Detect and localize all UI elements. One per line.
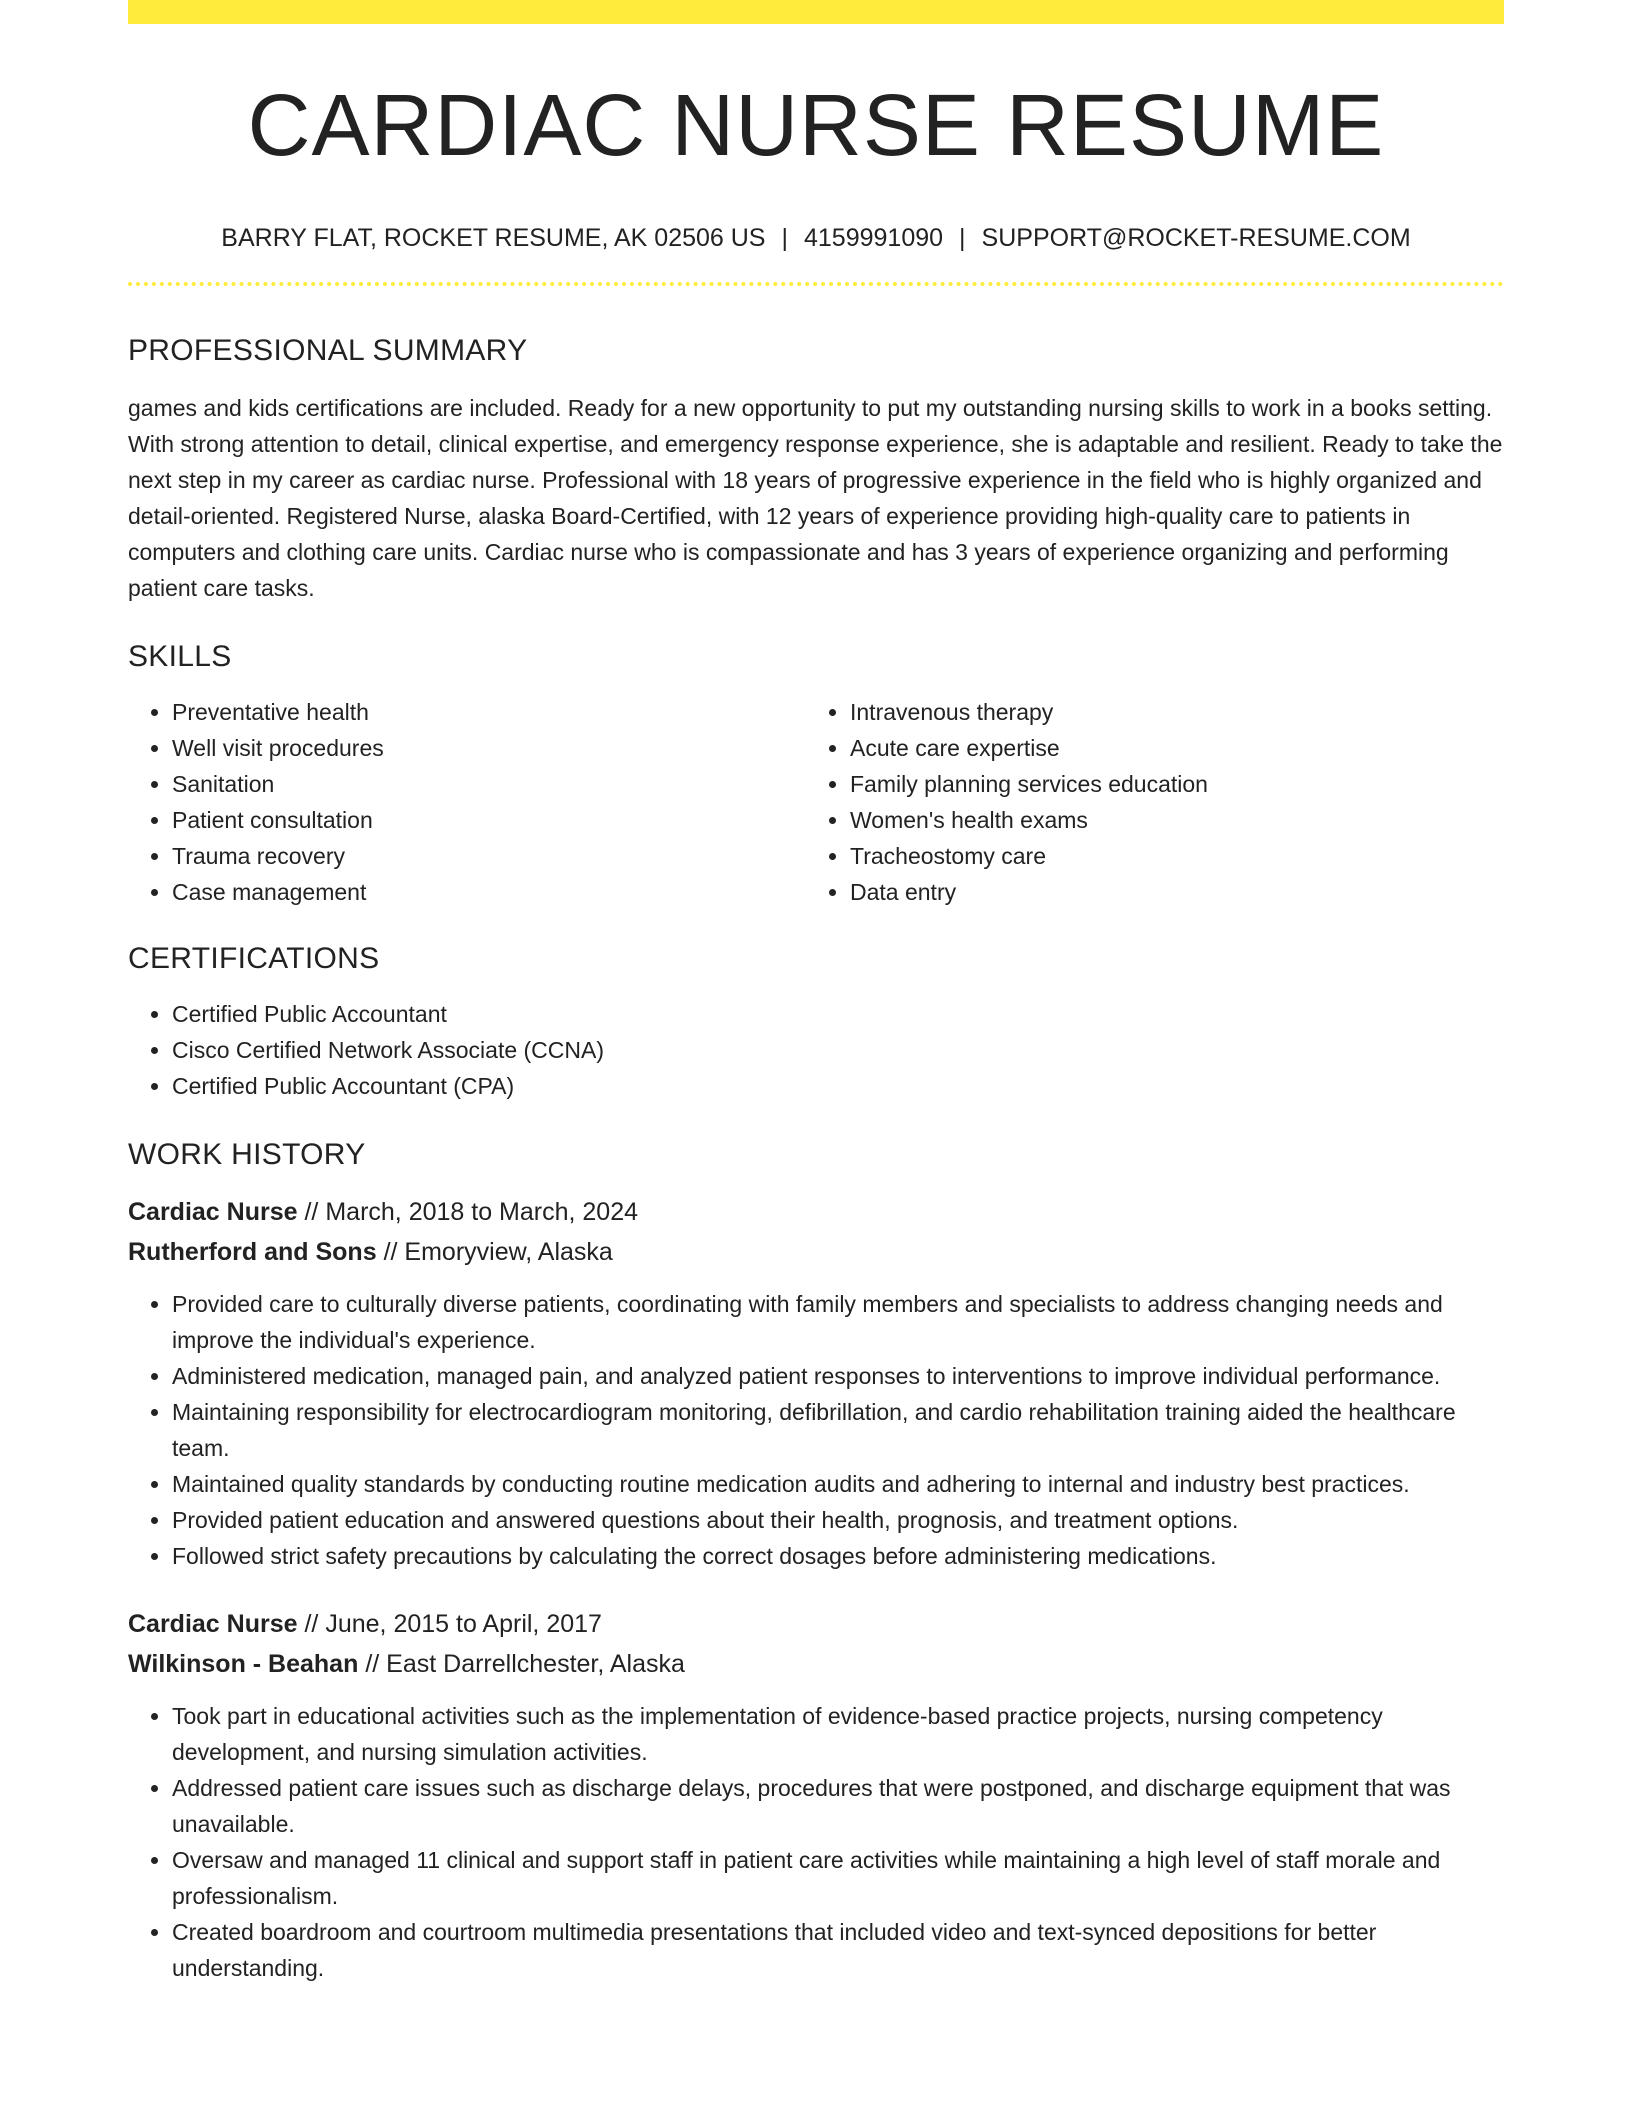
summary-heading: PROFESSIONAL SUMMARY — [128, 334, 528, 367]
job-duties-list — [128, 1286, 1504, 1574]
skills-column-left — [128, 694, 806, 910]
job-duty: • Administered medication, managed pain, and analyzed patient responses to interventions to improve individual performance. — [172, 1358, 1504, 1394]
job-duty: • Created boardroom and courtroom multimedia presentations that included video and text-synced depositions for better understanding. — [172, 1914, 1504, 1986]
skill-item: • Trauma recovery — [172, 838, 806, 874]
job-duty: • Maintaining responsibility for electrocardiogram monitoring, defibrillation, and cardio rehabilitation training aided the healthcare team. — [172, 1394, 1504, 1466]
job-duties-list — [128, 1698, 1504, 1986]
job-entry — [128, 1192, 1504, 1574]
job-role-line — [128, 1604, 1504, 1644]
skill-item: • Tracheostomy care — [850, 838, 1484, 874]
job-duty: • Maintained quality standards by conducting routine medication audits and adhering to internal and industry best practices. — [172, 1466, 1504, 1502]
skill-item: • Women's health exams — [850, 802, 1484, 838]
accent-bar — [128, 0, 1504, 24]
resume-page — [128, 0, 1504, 2112]
skills-list-left — [128, 694, 806, 910]
skill-item: • Intravenous therapy — [850, 694, 1484, 730]
job-duty: • Provided patient education and answered questions about their health, prognosis, and treatment options. — [172, 1502, 1504, 1538]
job-role: Cardiac Nurse — [128, 1198, 298, 1226]
job-dates: June, 2015 to April, 2017 — [325, 1610, 602, 1638]
skills-list-right — [806, 694, 1484, 910]
contact-email: SUPPORT@ROCKET-RESUME.COM — [981, 224, 1411, 252]
certifications-list — [128, 996, 1504, 1104]
job-company-line — [128, 1644, 1504, 1684]
certification-item: • Cisco Certified Network Associate (CCNA) — [172, 1032, 1504, 1068]
job-duty: • Oversaw and managed 11 clinical and support staff in patient care activities while maintaining a high level of staff morale and professionalism. — [172, 1842, 1504, 1914]
certification-item: • Certified Public Accountant — [172, 996, 1504, 1032]
contact-separator: | — [781, 224, 788, 252]
skill-item: • Well visit procedures — [172, 730, 806, 766]
job-separator: // — [383, 1238, 398, 1266]
skill-item: • Acute care expertise — [850, 730, 1484, 766]
job-location: Emoryview, Alaska — [404, 1238, 613, 1266]
summary-text: games and kids certifications are included. Ready for a new opportunity to put my outstanding nursing skills to work in a books setting. With strong attention to detail, clinical expertise, and emergency response experience, she is adaptable and resilient. Ready to take the next step in my career as cardiac nurse. Professional with 18 years of progressive experience in the field who is highly organized and detail-oriented. Registered Nurse, alaska Board-Certified, with 12 years of experience providing high-quality care to patients in computers and clothing care units. Cardiac nurse who is compassionate and has 3 years of experience organizing and performing patient care tasks. — [128, 395, 1503, 601]
contact-address: BARRY FLAT, ROCKET RESUME, AK 02506 US — [221, 224, 766, 252]
job-company: Rutherford and Sons — [128, 1238, 377, 1266]
job-separator: // — [365, 1650, 380, 1678]
contact-line — [128, 226, 1504, 256]
skills-grid — [128, 694, 1504, 910]
contact-separator: | — [959, 224, 966, 252]
skill-item: • Case management — [172, 874, 806, 910]
job-company: Wilkinson - Beahan — [128, 1650, 359, 1678]
dotted-divider — [128, 282, 1504, 286]
certifications-heading: CERTIFICATIONS — [128, 942, 380, 975]
resume-title: CARDIAC NURSE RESUME — [247, 77, 1385, 174]
skills-column-right — [806, 694, 1484, 910]
job-role: Cardiac Nurse — [128, 1610, 298, 1638]
work-history-heading: WORK HISTORY — [128, 1138, 366, 1171]
skill-item: • Data entry — [850, 874, 1484, 910]
skill-item: • Sanitation — [172, 766, 806, 802]
job-dates: March, 2018 to March, 2024 — [325, 1198, 639, 1226]
job-separator: // — [304, 1610, 319, 1638]
job-location: East Darrellchester, Alaska — [386, 1650, 685, 1678]
job-duty: • Addressed patient care issues such as discharge delays, procedures that were postponed, and discharge equipment that was unavailable. — [172, 1770, 1504, 1842]
job-duty: • Took part in educational activities such as the implementation of evidence-based practice projects, nursing competency development, and nursing simulation activities. — [172, 1698, 1504, 1770]
job-role-line — [128, 1192, 1504, 1232]
skills-heading: SKILLS — [128, 640, 232, 673]
job-company-line — [128, 1232, 1504, 1272]
skill-item: • Preventative health — [172, 694, 806, 730]
certification-item: • Certified Public Accountant (CPA) — [172, 1068, 1504, 1104]
contact-phone: 4159991090 — [804, 224, 944, 252]
skill-item: • Patient consultation — [172, 802, 806, 838]
skill-item: • Family planning services education — [850, 766, 1484, 802]
job-duty: • Followed strict safety precautions by calculating the correct dosages before administering medications. — [172, 1538, 1504, 1574]
job-separator: // — [304, 1198, 319, 1226]
job-entry — [128, 1604, 1504, 1986]
job-duty: • Provided care to culturally diverse patients, coordinating with family members and specialists to address changing needs and improve the individual's experience. — [172, 1286, 1504, 1358]
